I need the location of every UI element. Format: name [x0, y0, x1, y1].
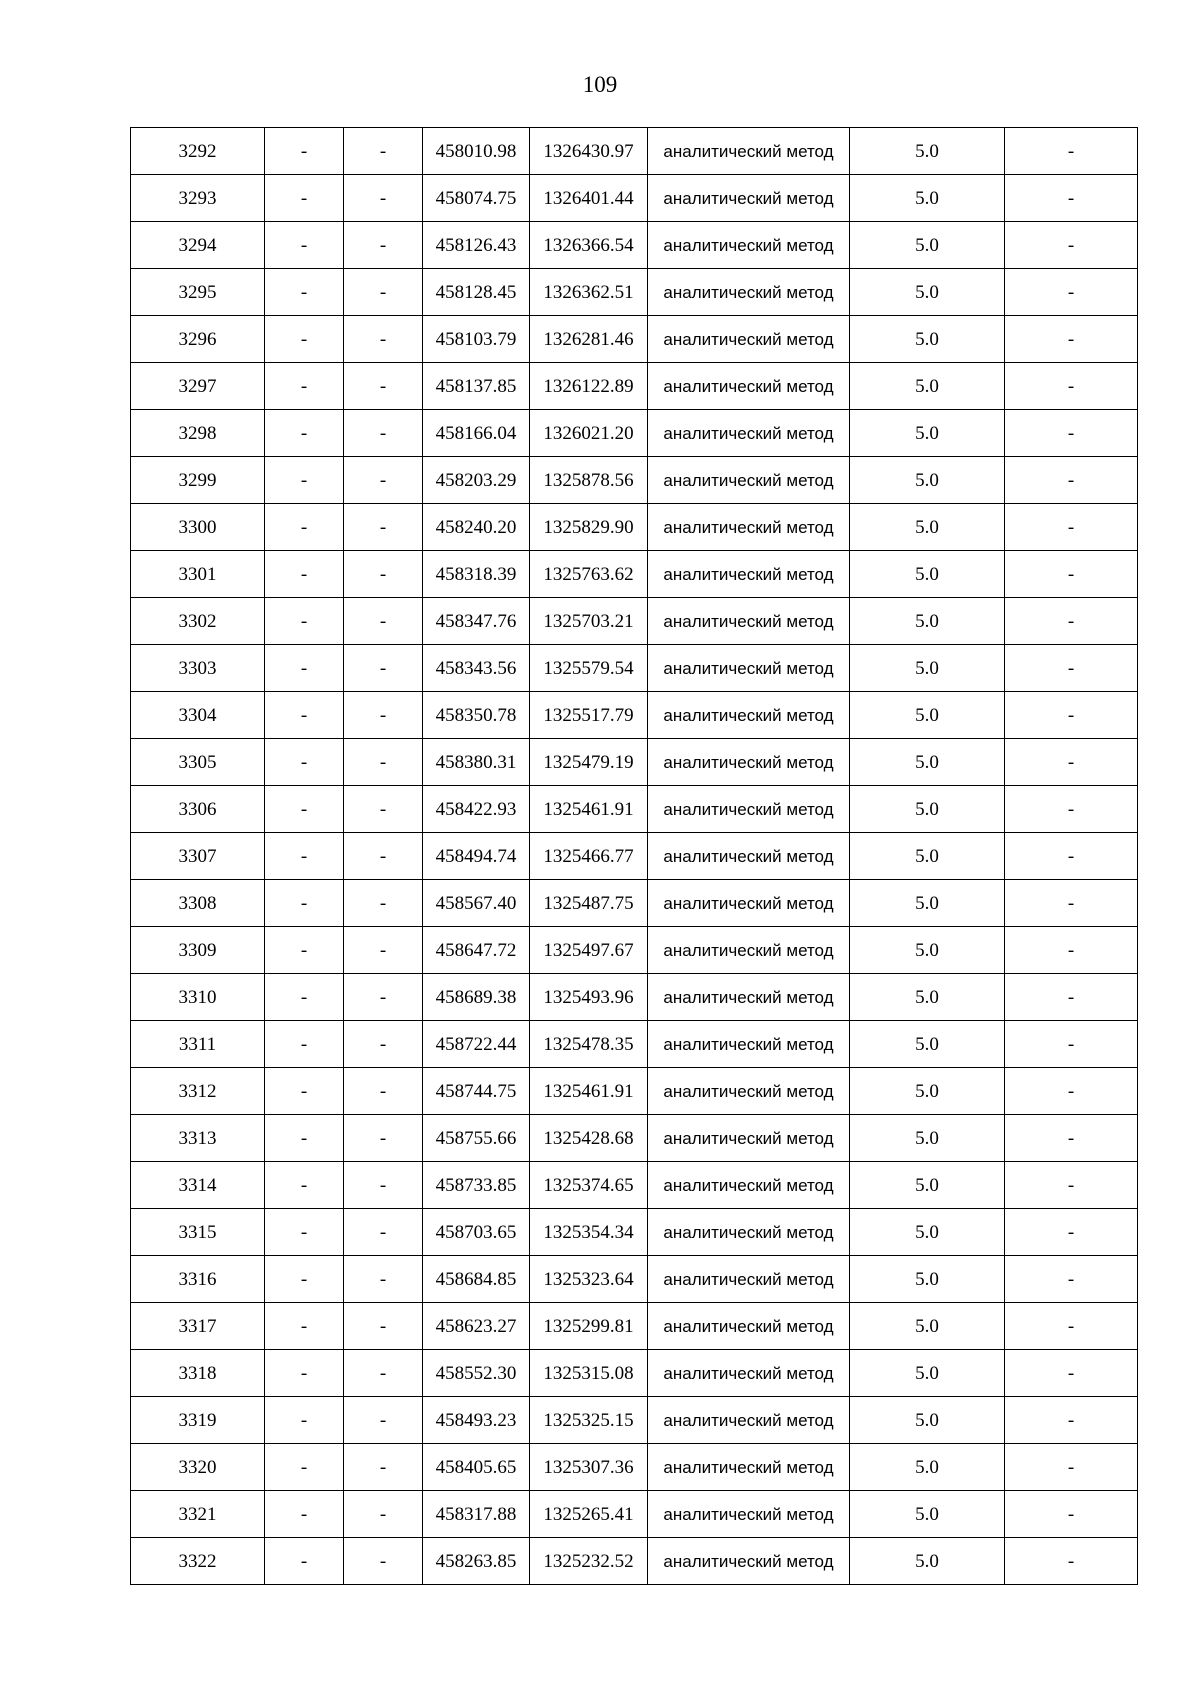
table-row: [131, 739, 1138, 786]
y-coordinate-cell: 1325579.54: [530, 645, 648, 692]
point-number-cell: 3320: [131, 1444, 265, 1491]
table-row: [131, 269, 1138, 316]
x-coordinate-cell: 458103.79: [423, 316, 530, 363]
dash-cell: -: [344, 1538, 423, 1585]
dash-cell: -: [265, 1115, 344, 1162]
y-coordinate-cell: 1325517.79: [530, 692, 648, 739]
dash-cell: -: [265, 222, 344, 269]
accuracy-cell: 5.0: [850, 1021, 1005, 1068]
point-number-cell: 3306: [131, 786, 265, 833]
dash-cell: -: [344, 927, 423, 974]
accuracy-cell: 5.0: [850, 363, 1005, 410]
x-coordinate-cell: 458567.40: [423, 880, 530, 927]
note-cell: -: [1005, 927, 1138, 974]
note-cell: -: [1005, 880, 1138, 927]
note-cell: -: [1005, 645, 1138, 692]
dash-cell: -: [265, 128, 344, 175]
point-number-cell: 3317: [131, 1303, 265, 1350]
dash-cell: -: [265, 786, 344, 833]
y-coordinate-cell: 1326401.44: [530, 175, 648, 222]
point-number-cell: 3316: [131, 1256, 265, 1303]
dash-cell: -: [265, 1303, 344, 1350]
dash-cell: -: [344, 175, 423, 222]
point-number-cell: 3308: [131, 880, 265, 927]
dash-cell: -: [344, 1444, 423, 1491]
dash-cell: -: [265, 739, 344, 786]
table-row: [131, 1491, 1138, 1538]
y-coordinate-cell: 1325307.36: [530, 1444, 648, 1491]
point-number-cell: 3315: [131, 1209, 265, 1256]
point-number-cell: 3303: [131, 645, 265, 692]
point-number-cell: 3307: [131, 833, 265, 880]
y-coordinate-cell: 1325703.21: [530, 598, 648, 645]
table-row: [131, 551, 1138, 598]
y-coordinate-cell: 1326366.54: [530, 222, 648, 269]
dash-cell: -: [265, 410, 344, 457]
dash-cell: -: [344, 1303, 423, 1350]
note-cell: -: [1005, 1068, 1138, 1115]
y-coordinate-cell: 1325487.75: [530, 880, 648, 927]
note-cell: -: [1005, 1491, 1138, 1538]
method-cell: аналитический метод: [648, 1538, 850, 1585]
dash-cell: -: [265, 833, 344, 880]
point-number-cell: 3313: [131, 1115, 265, 1162]
accuracy-cell: 5.0: [850, 222, 1005, 269]
accuracy-cell: 5.0: [850, 1256, 1005, 1303]
table-row: [131, 1068, 1138, 1115]
point-number-cell: 3318: [131, 1350, 265, 1397]
note-cell: -: [1005, 739, 1138, 786]
x-coordinate-cell: 458263.85: [423, 1538, 530, 1585]
note-cell: -: [1005, 974, 1138, 1021]
table-row: [131, 1115, 1138, 1162]
method-cell: аналитический метод: [648, 551, 850, 598]
accuracy-cell: 5.0: [850, 1115, 1005, 1162]
accuracy-cell: 5.0: [850, 1350, 1005, 1397]
table-row: [131, 786, 1138, 833]
dash-cell: -: [344, 1162, 423, 1209]
method-cell: аналитический метод: [648, 128, 850, 175]
note-cell: -: [1005, 1162, 1138, 1209]
method-cell: аналитический метод: [648, 833, 850, 880]
x-coordinate-cell: 458010.98: [423, 128, 530, 175]
dash-cell: -: [265, 692, 344, 739]
page-number: 109: [582, 72, 618, 97]
accuracy-cell: 5.0: [850, 786, 1005, 833]
note-cell: -: [1005, 1115, 1138, 1162]
note-cell: -: [1005, 363, 1138, 410]
note-cell: -: [1005, 692, 1138, 739]
accuracy-cell: 5.0: [850, 598, 1005, 645]
dash-cell: -: [344, 880, 423, 927]
table-row: [131, 175, 1138, 222]
method-cell: аналитический метод: [648, 598, 850, 645]
dash-cell: -: [344, 833, 423, 880]
x-coordinate-cell: 458350.78: [423, 692, 530, 739]
note-cell: -: [1005, 1021, 1138, 1068]
x-coordinate-cell: 458684.85: [423, 1256, 530, 1303]
point-number-cell: 3302: [131, 598, 265, 645]
x-coordinate-cell: 458317.88: [423, 1491, 530, 1538]
method-cell: аналитический метод: [648, 1303, 850, 1350]
dash-cell: -: [344, 645, 423, 692]
method-cell: аналитический метод: [648, 1350, 850, 1397]
dash-cell: -: [344, 1209, 423, 1256]
accuracy-cell: 5.0: [850, 974, 1005, 1021]
table-row: [131, 504, 1138, 551]
x-coordinate-cell: 458422.93: [423, 786, 530, 833]
dash-cell: -: [265, 269, 344, 316]
table-row: [131, 645, 1138, 692]
method-cell: аналитический метод: [648, 1115, 850, 1162]
dash-cell: -: [265, 1397, 344, 1444]
dash-cell: -: [344, 222, 423, 269]
y-coordinate-cell: 1326430.97: [530, 128, 648, 175]
method-cell: аналитический метод: [648, 222, 850, 269]
method-cell: аналитический метод: [648, 1209, 850, 1256]
y-coordinate-cell: 1325763.62: [530, 551, 648, 598]
point-number-cell: 3296: [131, 316, 265, 363]
point-number-cell: 3295: [131, 269, 265, 316]
x-coordinate-cell: 458128.45: [423, 269, 530, 316]
point-number-cell: 3301: [131, 551, 265, 598]
table-row: [131, 598, 1138, 645]
table-row: [131, 128, 1138, 175]
x-coordinate-cell: 458647.72: [423, 927, 530, 974]
y-coordinate-cell: 1325299.81: [530, 1303, 648, 1350]
table-row: [131, 1021, 1138, 1068]
note-cell: -: [1005, 1256, 1138, 1303]
method-cell: аналитический метод: [648, 504, 850, 551]
method-cell: аналитический метод: [648, 1068, 850, 1115]
method-cell: аналитический метод: [648, 1444, 850, 1491]
dash-cell: -: [344, 1397, 423, 1444]
method-cell: аналитический метод: [648, 175, 850, 222]
dash-cell: -: [265, 457, 344, 504]
table-row: [131, 974, 1138, 1021]
accuracy-cell: 5.0: [850, 457, 1005, 504]
method-cell: аналитический метод: [648, 269, 850, 316]
table-row: [131, 222, 1138, 269]
note-cell: -: [1005, 833, 1138, 880]
point-number-cell: 3305: [131, 739, 265, 786]
dash-cell: -: [344, 786, 423, 833]
y-coordinate-cell: 1325265.41: [530, 1491, 648, 1538]
dash-cell: -: [265, 1256, 344, 1303]
dash-cell: -: [265, 927, 344, 974]
note-cell: -: [1005, 1303, 1138, 1350]
x-coordinate-cell: 458722.44: [423, 1021, 530, 1068]
dash-cell: -: [265, 1538, 344, 1585]
y-coordinate-cell: 1325478.35: [530, 1021, 648, 1068]
x-coordinate-cell: 458733.85: [423, 1162, 530, 1209]
accuracy-cell: 5.0: [850, 175, 1005, 222]
dash-cell: -: [265, 974, 344, 1021]
point-number-cell: 3304: [131, 692, 265, 739]
x-coordinate-cell: 458203.29: [423, 457, 530, 504]
note-cell: -: [1005, 1397, 1138, 1444]
y-coordinate-cell: 1325354.34: [530, 1209, 648, 1256]
dash-cell: -: [344, 1115, 423, 1162]
accuracy-cell: 5.0: [850, 833, 1005, 880]
x-coordinate-cell: 458074.75: [423, 175, 530, 222]
y-coordinate-cell: 1326021.20: [530, 410, 648, 457]
x-coordinate-cell: 458689.38: [423, 974, 530, 1021]
x-coordinate-cell: 458552.30: [423, 1350, 530, 1397]
point-number-cell: 3294: [131, 222, 265, 269]
method-cell: аналитический метод: [648, 739, 850, 786]
accuracy-cell: 5.0: [850, 1068, 1005, 1115]
table-row: [131, 1256, 1138, 1303]
accuracy-cell: 5.0: [850, 1162, 1005, 1209]
dash-cell: -: [265, 1162, 344, 1209]
x-coordinate-cell: 458494.74: [423, 833, 530, 880]
dash-cell: -: [344, 363, 423, 410]
point-number-cell: 3298: [131, 410, 265, 457]
method-cell: аналитический метод: [648, 410, 850, 457]
y-coordinate-cell: 1325461.91: [530, 786, 648, 833]
dash-cell: -: [265, 645, 344, 692]
y-coordinate-cell: 1325374.65: [530, 1162, 648, 1209]
y-coordinate-cell: 1326122.89: [530, 363, 648, 410]
note-cell: -: [1005, 222, 1138, 269]
table-row: [131, 457, 1138, 504]
accuracy-cell: 5.0: [850, 1303, 1005, 1350]
method-cell: аналитический метод: [648, 1021, 850, 1068]
x-coordinate-cell: 458380.31: [423, 739, 530, 786]
point-number-cell: 3314: [131, 1162, 265, 1209]
table-row: [131, 692, 1138, 739]
accuracy-cell: 5.0: [850, 692, 1005, 739]
dash-cell: -: [344, 316, 423, 363]
accuracy-cell: 5.0: [850, 551, 1005, 598]
dash-cell: -: [344, 1256, 423, 1303]
table-row: [131, 833, 1138, 880]
x-coordinate-cell: 458166.04: [423, 410, 530, 457]
table-row: [131, 1350, 1138, 1397]
dash-cell: -: [344, 692, 423, 739]
dash-cell: -: [265, 1068, 344, 1115]
x-coordinate-cell: 458347.76: [423, 598, 530, 645]
y-coordinate-cell: 1325461.91: [530, 1068, 648, 1115]
table-row: [131, 410, 1138, 457]
x-coordinate-cell: 458755.66: [423, 1115, 530, 1162]
dash-cell: -: [344, 128, 423, 175]
y-coordinate-cell: 1325232.52: [530, 1538, 648, 1585]
dash-cell: -: [344, 1068, 423, 1115]
point-number-cell: 3297: [131, 363, 265, 410]
point-number-cell: 3309: [131, 927, 265, 974]
x-coordinate-cell: 458137.85: [423, 363, 530, 410]
method-cell: аналитический метод: [648, 1397, 850, 1444]
method-cell: аналитический метод: [648, 316, 850, 363]
x-coordinate-cell: 458703.65: [423, 1209, 530, 1256]
point-number-cell: 3292: [131, 128, 265, 175]
y-coordinate-cell: 1325479.19: [530, 739, 648, 786]
accuracy-cell: 5.0: [850, 269, 1005, 316]
y-coordinate-cell: 1325428.68: [530, 1115, 648, 1162]
point-number-cell: 3311: [131, 1021, 265, 1068]
note-cell: -: [1005, 128, 1138, 175]
dash-cell: -: [265, 1209, 344, 1256]
accuracy-cell: 5.0: [850, 1444, 1005, 1491]
note-cell: -: [1005, 504, 1138, 551]
dash-cell: -: [344, 504, 423, 551]
method-cell: аналитический метод: [648, 786, 850, 833]
point-number-cell: 3322: [131, 1538, 265, 1585]
y-coordinate-cell: 1325829.90: [530, 504, 648, 551]
dash-cell: -: [265, 1350, 344, 1397]
note-cell: -: [1005, 269, 1138, 316]
table-row: [131, 1397, 1138, 1444]
x-coordinate-cell: 458240.20: [423, 504, 530, 551]
note-cell: -: [1005, 598, 1138, 645]
method-cell: аналитический метод: [648, 880, 850, 927]
dash-cell: -: [265, 1021, 344, 1068]
accuracy-cell: 5.0: [850, 128, 1005, 175]
dash-cell: -: [344, 974, 423, 1021]
dash-cell: -: [344, 1021, 423, 1068]
table-row: [131, 1209, 1138, 1256]
point-number-cell: 3293: [131, 175, 265, 222]
table-row: [131, 363, 1138, 410]
dash-cell: -: [344, 598, 423, 645]
accuracy-cell: 5.0: [850, 880, 1005, 927]
point-number-cell: 3310: [131, 974, 265, 1021]
dash-cell: -: [344, 739, 423, 786]
y-coordinate-cell: 1325323.64: [530, 1256, 648, 1303]
y-coordinate-cell: 1325493.96: [530, 974, 648, 1021]
point-number-cell: 3312: [131, 1068, 265, 1115]
x-coordinate-cell: 458343.56: [423, 645, 530, 692]
table-row: [131, 1444, 1138, 1491]
accuracy-cell: 5.0: [850, 927, 1005, 974]
table-row: [131, 1303, 1138, 1350]
note-cell: -: [1005, 1444, 1138, 1491]
note-cell: -: [1005, 551, 1138, 598]
point-number-cell: 3300: [131, 504, 265, 551]
dash-cell: -: [344, 1491, 423, 1538]
method-cell: аналитический метод: [648, 1491, 850, 1538]
y-coordinate-cell: 1325325.15: [530, 1397, 648, 1444]
note-cell: -: [1005, 457, 1138, 504]
dash-cell: -: [265, 551, 344, 598]
accuracy-cell: 5.0: [850, 1209, 1005, 1256]
table-row: [131, 927, 1138, 974]
y-coordinate-cell: 1325497.67: [530, 927, 648, 974]
method-cell: аналитический метод: [648, 1256, 850, 1303]
dash-cell: -: [344, 269, 423, 316]
method-cell: аналитический метод: [648, 927, 850, 974]
x-coordinate-cell: 458126.43: [423, 222, 530, 269]
dash-cell: -: [265, 1491, 344, 1538]
note-cell: -: [1005, 1209, 1138, 1256]
x-coordinate-cell: 458493.23: [423, 1397, 530, 1444]
table-body: [131, 128, 1138, 1585]
accuracy-cell: 5.0: [850, 1397, 1005, 1444]
point-number-cell: 3299: [131, 457, 265, 504]
accuracy-cell: 5.0: [850, 739, 1005, 786]
y-coordinate-cell: 1325466.77: [530, 833, 648, 880]
x-coordinate-cell: 458623.27: [423, 1303, 530, 1350]
dash-cell: -: [265, 1444, 344, 1491]
dash-cell: -: [265, 504, 344, 551]
dash-cell: -: [265, 598, 344, 645]
dash-cell: -: [265, 175, 344, 222]
y-coordinate-cell: 1326362.51: [530, 269, 648, 316]
accuracy-cell: 5.0: [850, 1491, 1005, 1538]
point-number-cell: 3319: [131, 1397, 265, 1444]
note-cell: -: [1005, 1538, 1138, 1585]
method-cell: аналитический метод: [648, 363, 850, 410]
dash-cell: -: [265, 316, 344, 363]
y-coordinate-cell: 1325878.56: [530, 457, 648, 504]
x-coordinate-cell: 458405.65: [423, 1444, 530, 1491]
dash-cell: -: [265, 880, 344, 927]
dash-cell: -: [344, 410, 423, 457]
table-row: [131, 1162, 1138, 1209]
method-cell: аналитический метод: [648, 457, 850, 504]
dash-cell: -: [344, 1350, 423, 1397]
note-cell: -: [1005, 316, 1138, 363]
table-row: [131, 1538, 1138, 1585]
table-row: [131, 880, 1138, 927]
method-cell: аналитический метод: [648, 1162, 850, 1209]
y-coordinate-cell: 1326281.46: [530, 316, 648, 363]
note-cell: -: [1005, 410, 1138, 457]
accuracy-cell: 5.0: [850, 504, 1005, 551]
x-coordinate-cell: 458744.75: [423, 1068, 530, 1115]
accuracy-cell: 5.0: [850, 316, 1005, 363]
accuracy-cell: 5.0: [850, 410, 1005, 457]
dash-cell: -: [344, 457, 423, 504]
coordinates-table: [130, 127, 1138, 1585]
method-cell: аналитический метод: [648, 974, 850, 1021]
point-number-cell: 3321: [131, 1491, 265, 1538]
dash-cell: -: [344, 551, 423, 598]
y-coordinate-cell: 1325315.08: [530, 1350, 648, 1397]
accuracy-cell: 5.0: [850, 645, 1005, 692]
note-cell: -: [1005, 175, 1138, 222]
accuracy-cell: 5.0: [850, 1538, 1005, 1585]
table-row: [131, 316, 1138, 363]
note-cell: -: [1005, 786, 1138, 833]
note-cell: -: [1005, 1350, 1138, 1397]
x-coordinate-cell: 458318.39: [423, 551, 530, 598]
method-cell: аналитический метод: [648, 692, 850, 739]
method-cell: аналитический метод: [648, 645, 850, 692]
dash-cell: -: [265, 363, 344, 410]
